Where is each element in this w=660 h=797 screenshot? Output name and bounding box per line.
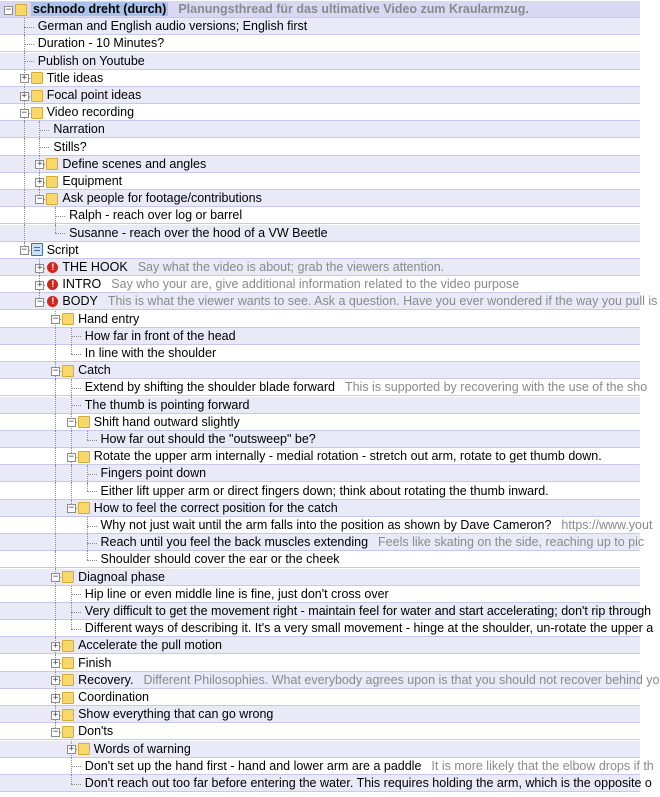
tree-guide-line — [55, 551, 56, 568]
folder-icon — [62, 313, 74, 325]
tree-row[interactable] — [0, 603, 652, 620]
item-text: Define scenes and angles — [62, 156, 207, 171]
tree-guide-line — [55, 233, 65, 234]
tree-item-label — [78, 638, 222, 653]
folder-icon — [62, 726, 74, 738]
tree-guide-line — [55, 397, 56, 414]
tree-guide-line — [71, 766, 81, 767]
tree-guide-line — [87, 431, 88, 440]
tree-item-label — [62, 157, 206, 172]
tree-item-label — [78, 690, 149, 705]
tree-row[interactable] — [0, 139, 640, 156]
tree-row[interactable] — [0, 723, 640, 740]
expand-toggle[interactable]: + — [37, 262, 43, 273]
item-note: Say who your are, give additional information related to the video purpose — [111, 277, 520, 292]
tree-guide-line — [55, 603, 56, 620]
folder-icon — [62, 692, 74, 704]
item-text: Extend by shifting the shoulder blade forward — [84, 380, 335, 395]
expand-toggle[interactable]: + — [68, 744, 74, 755]
tree-guide-line — [71, 620, 72, 629]
tree-guide-line — [87, 551, 88, 560]
item-text: How far out should the "outsweep" be? — [100, 432, 316, 446]
item-text: Ralph - reach over log or barrel — [69, 208, 243, 223]
item-text: Shift hand outward slightly — [93, 414, 240, 429]
item-text: Publish on Youtube — [37, 53, 145, 68]
tree-item-label — [101, 484, 549, 499]
tree-item-label — [38, 19, 308, 34]
folder-icon — [62, 657, 74, 669]
item-text: Rotate the upper arm internally - medial rotation - stretch out arm, rotate to get thumb down. — [93, 449, 602, 464]
tree-item-label — [78, 724, 113, 739]
script-icon — [31, 243, 43, 256]
tree-row[interactable] — [0, 483, 640, 500]
item-text: Diagnoal phase — [78, 569, 165, 584]
expand-toggle[interactable]: + — [21, 73, 27, 84]
tree-guide-line — [55, 534, 56, 551]
tree-row[interactable] — [0, 293, 658, 310]
tree-item-label — [31, 2, 529, 17]
tree-guide-line — [55, 448, 56, 465]
alert-icon: ! — [47, 279, 58, 290]
item-text: How to feel the correct position for the catch — [93, 500, 338, 515]
tree-row[interactable] — [0, 655, 640, 672]
tree-guide-line — [55, 586, 56, 603]
tree-item-label — [85, 398, 250, 413]
tree-guide-line — [55, 620, 56, 637]
tree-item-label — [101, 466, 207, 481]
tree-guide-line — [71, 612, 81, 613]
tree-guide-line — [24, 156, 25, 173]
tree-item-label — [78, 363, 111, 378]
folder-icon — [78, 416, 90, 428]
item-text: Very difficult to get the movement right - maintain feel for water and start accelerating; don't rip through — [84, 604, 652, 618]
tree-guide-line — [87, 543, 97, 544]
tree-item-label — [78, 656, 111, 671]
tree-row[interactable] — [0, 741, 640, 758]
item-text: Narration — [53, 122, 105, 137]
tree-guide-line — [87, 474, 97, 475]
collapse-toggle[interactable]: − — [52, 726, 59, 737]
tree-row[interactable] — [0, 672, 660, 689]
collapse-toggle[interactable]: − — [68, 503, 74, 514]
tree-item-label — [85, 329, 236, 344]
tree-item-label — [47, 105, 134, 120]
tree-row[interactable] — [0, 328, 640, 345]
tree-item-label — [78, 570, 165, 585]
item-text: Video recording — [46, 105, 135, 120]
folder-icon — [62, 674, 74, 686]
item-text: Show everything that can go wrong — [78, 707, 274, 722]
folder-icon — [62, 709, 74, 721]
tree-guide-line — [71, 345, 72, 354]
alert-icon: ! — [47, 262, 58, 273]
expand-toggle[interactable]: + — [52, 709, 59, 720]
tree-guide-line — [55, 517, 56, 534]
folder-icon — [62, 640, 74, 652]
collapse-toggle[interactable]: − — [68, 417, 74, 428]
tree-guide-line — [71, 388, 81, 389]
tree-guide-line — [71, 431, 72, 448]
tree-row[interactable] — [0, 637, 640, 654]
tree-row[interactable] — [0, 173, 640, 190]
tree-row[interactable] — [0, 70, 640, 87]
item-note: https://www.yout — [561, 518, 653, 532]
tree-guide-line — [71, 483, 72, 500]
tree-item-label — [78, 673, 659, 688]
item-note: Say what the video is about; grab the viewers attention. — [137, 260, 445, 274]
tree-row[interactable] — [0, 465, 640, 482]
tree-row[interactable] — [0, 706, 640, 723]
tree-row[interactable] — [0, 586, 640, 603]
tree-row[interactable] — [0, 397, 640, 414]
tree-row[interactable] — [0, 156, 640, 173]
item-text: Don'ts — [78, 724, 114, 739]
expand-toggle[interactable]: + — [37, 159, 43, 170]
tree-guide-line — [55, 379, 56, 396]
tree-row[interactable] — [0, 758, 654, 775]
tree-row[interactable] — [0, 431, 640, 448]
item-text: How far in front of the head — [84, 328, 236, 343]
tree-row[interactable] — [0, 259, 640, 276]
tree-guide-line — [55, 414, 56, 431]
folder-icon — [78, 502, 90, 514]
tree-row[interactable] — [0, 500, 640, 517]
item-text: schnodo dreht (durch) — [33, 2, 167, 16]
tree-item-label — [62, 260, 444, 275]
tree-guide-line — [39, 130, 49, 131]
tree-item-label — [78, 312, 139, 327]
tree-guide-line — [24, 121, 25, 138]
tree-row[interactable] — [0, 689, 640, 706]
folder-icon — [62, 365, 74, 377]
tree-guide-line — [87, 560, 97, 561]
tree-row[interactable] — [0, 225, 640, 242]
tree-item-label — [94, 415, 240, 430]
item-text: Shoulder should cover the ear or the cheek — [100, 552, 340, 567]
item-text: Hip line or even middle line is fine, just don't cross over — [84, 586, 389, 601]
tree-row[interactable] — [0, 569, 640, 586]
tree-item-label — [62, 174, 122, 189]
item-text: Hand entry — [78, 311, 140, 326]
tree-item-label — [85, 380, 647, 395]
tree-guide-line — [55, 216, 65, 217]
expand-toggle[interactable]: + — [37, 176, 43, 187]
tree-guide-line — [39, 147, 49, 148]
tree-row[interactable] — [0, 1, 640, 18]
tree-guide-line — [71, 405, 81, 406]
item-text: Recovery. — [78, 672, 134, 687]
tree-item-label — [85, 587, 389, 602]
tree-guide-line — [24, 27, 34, 28]
collapse-toggle[interactable]: − — [5, 4, 12, 15]
tree-row[interactable] — [0, 551, 640, 568]
expand-toggle[interactable]: + — [52, 692, 59, 703]
tree-item-label — [101, 518, 653, 533]
tree-item-label — [101, 552, 340, 567]
tree-row[interactable] — [0, 87, 640, 104]
item-text: THE HOOK — [62, 260, 128, 274]
item-text: Focal point ideas — [46, 88, 142, 102]
item-text: Accelerate the pull motion — [78, 638, 222, 653]
tree-item-label — [94, 501, 338, 516]
tree-item-label — [62, 277, 519, 292]
item-text: Catch — [78, 363, 111, 378]
expand-toggle[interactable]: + — [52, 675, 59, 686]
tree-item-label — [101, 535, 645, 550]
tree-item-label — [62, 294, 657, 309]
item-text: Why not just wait until the arm falls into the position as shown by Dave Cameron? — [100, 518, 552, 532]
tree-guide-line — [71, 784, 81, 785]
folder-icon — [31, 72, 43, 84]
item-note: This is what the viewer wants to see. Ask a question. Have you ever wondered if the way you pull is — [107, 294, 658, 309]
item-text: BODY — [62, 294, 98, 309]
item-text: Equipment — [62, 174, 123, 188]
expand-toggle[interactable]: + — [52, 640, 59, 651]
alert-icon: ! — [47, 296, 58, 307]
item-note: It is more likely that the elbow drops if th — [431, 758, 654, 773]
tree-guide-line — [87, 491, 97, 492]
folder-icon — [46, 193, 58, 205]
tree-row[interactable] — [0, 414, 640, 431]
tree-row[interactable] — [0, 775, 652, 792]
folder-icon — [46, 158, 58, 170]
item-text: Duration - 10 Minutes? — [37, 36, 165, 51]
item-text: Script — [46, 242, 79, 257]
tree-item-label — [85, 759, 654, 774]
item-text: Susanne - reach over the hood of a VW Beetle — [69, 225, 328, 240]
tree-row[interactable] — [0, 276, 640, 293]
tree-guide-line — [71, 629, 81, 630]
folder-icon — [31, 90, 43, 102]
tree-row[interactable] — [0, 448, 640, 465]
tree-row[interactable] — [0, 517, 653, 534]
item-text: Ask people for footage/contributions — [62, 191, 262, 206]
item-text: Title ideas — [46, 70, 104, 85]
item-text: Finish — [78, 655, 112, 670]
collapse-toggle[interactable]: − — [52, 572, 59, 583]
expand-toggle[interactable]: + — [21, 90, 27, 101]
tree-row[interactable] — [0, 35, 640, 52]
tree-row[interactable] — [0, 121, 640, 138]
tree-item-label — [94, 449, 602, 464]
expand-toggle[interactable]: + — [52, 658, 59, 669]
tree-guide-line — [87, 440, 97, 441]
tree-item-label — [101, 432, 316, 447]
folder-icon — [78, 451, 90, 463]
collapse-toggle[interactable]: − — [52, 365, 59, 376]
tree-row[interactable] — [0, 242, 640, 259]
tree-item-label — [47, 71, 104, 86]
tree-item-label — [53, 140, 86, 155]
collapse-toggle[interactable]: − — [52, 314, 59, 325]
collapse-toggle[interactable]: − — [37, 296, 43, 307]
tree-guide-line — [24, 173, 25, 190]
item-text: Stills? — [53, 139, 87, 154]
tree-item-label — [53, 122, 104, 137]
tree-row[interactable] — [0, 345, 640, 362]
tree-guide-line — [24, 139, 25, 156]
folder-icon — [78, 743, 90, 755]
item-text: Either lift upper arm or direct fingers down; think about rotating the thumb inward. — [100, 483, 549, 498]
tree-item-label — [85, 346, 216, 361]
tree-guide-line — [71, 465, 72, 482]
tree-item-label — [85, 621, 653, 636]
tree-row[interactable] — [0, 311, 640, 328]
tree-item-label — [62, 191, 261, 206]
folder-icon — [62, 571, 74, 583]
tree-item-label — [47, 88, 142, 103]
item-note: Different Philosophies. What everybody agrees upon is that you should not recover behind yo — [143, 672, 660, 687]
tree-row[interactable] — [0, 534, 645, 551]
tree-row[interactable] — [0, 379, 648, 396]
item-note: Planungsthread für das ultimative Video zum Kraularmzug. — [178, 2, 529, 16]
item-text: Don't set up the hand first - hand and lower arm are a paddle — [84, 758, 422, 773]
tree-row[interactable] — [0, 104, 640, 121]
tree-item-label — [38, 36, 164, 51]
tree-guide-line — [55, 431, 56, 448]
tree-guide-line — [24, 207, 25, 224]
tree-guide-line — [71, 775, 72, 784]
tree-item-label — [85, 604, 651, 619]
collapse-toggle[interactable]: − — [21, 107, 27, 118]
collapse-toggle[interactable]: − — [68, 451, 74, 462]
tree-guide-line — [55, 483, 56, 500]
item-text: Different ways of describing it. It's a very small movement - hinge at the shoulder, un-rotate the upper a — [84, 621, 654, 636]
collapse-toggle[interactable]: − — [37, 193, 43, 204]
folder-icon — [15, 4, 27, 16]
tree-guide-line — [24, 61, 34, 62]
tree-guide-line — [87, 483, 88, 492]
tree-row[interactable] — [0, 362, 640, 379]
tree-guide-line — [71, 354, 81, 355]
item-text: Don't reach out too far before entering the water. This requires holding the arm, which is the opposite o — [84, 776, 652, 790]
tree-item-label — [78, 707, 273, 722]
tree-row[interactable] — [0, 207, 640, 224]
collapse-toggle[interactable]: − — [21, 245, 27, 256]
item-text: Coordination — [78, 690, 149, 704]
tree-guide-line — [87, 526, 97, 527]
tree-guide-line — [55, 345, 56, 362]
tree-row[interactable] — [0, 190, 640, 207]
tree-guide-line — [24, 190, 25, 207]
tree-row[interactable] — [0, 53, 640, 70]
tree-guide-line — [24, 225, 25, 242]
tree-item-label — [47, 243, 79, 258]
item-note: Feels like skating on the side, reaching up to pic — [378, 535, 645, 550]
tree-guide-line — [55, 500, 56, 517]
tree-guide-line — [24, 44, 34, 45]
item-text: Words of warning — [93, 741, 191, 756]
item-text: INTRO — [62, 277, 102, 292]
item-text: Reach until you feel the back muscles extending — [100, 535, 369, 550]
tree-row[interactable] — [0, 18, 640, 35]
tree-item-label — [38, 54, 145, 69]
item-note: This is supported by recovering with the use of the sho — [344, 380, 648, 395]
item-text: In line with the shoulder — [84, 346, 217, 360]
tree-item-label — [94, 742, 191, 757]
item-text: German and English audio versions; English first — [37, 19, 308, 34]
tree-item-label — [69, 208, 242, 223]
item-text: Fingers point down — [100, 466, 207, 481]
tree-item-label — [69, 226, 328, 241]
expand-toggle[interactable]: + — [37, 279, 43, 290]
tree-guide-line — [71, 594, 81, 595]
item-text: The thumb is pointing forward — [84, 397, 250, 412]
tree-guide-line — [71, 336, 81, 337]
tree-item-label — [85, 776, 652, 791]
folder-icon — [46, 176, 58, 188]
tree-guide-line — [55, 465, 56, 482]
tree-row[interactable] — [0, 620, 654, 637]
tree-guide-line — [55, 225, 56, 234]
folder-icon — [31, 107, 43, 119]
tree-guide-line — [55, 328, 56, 345]
